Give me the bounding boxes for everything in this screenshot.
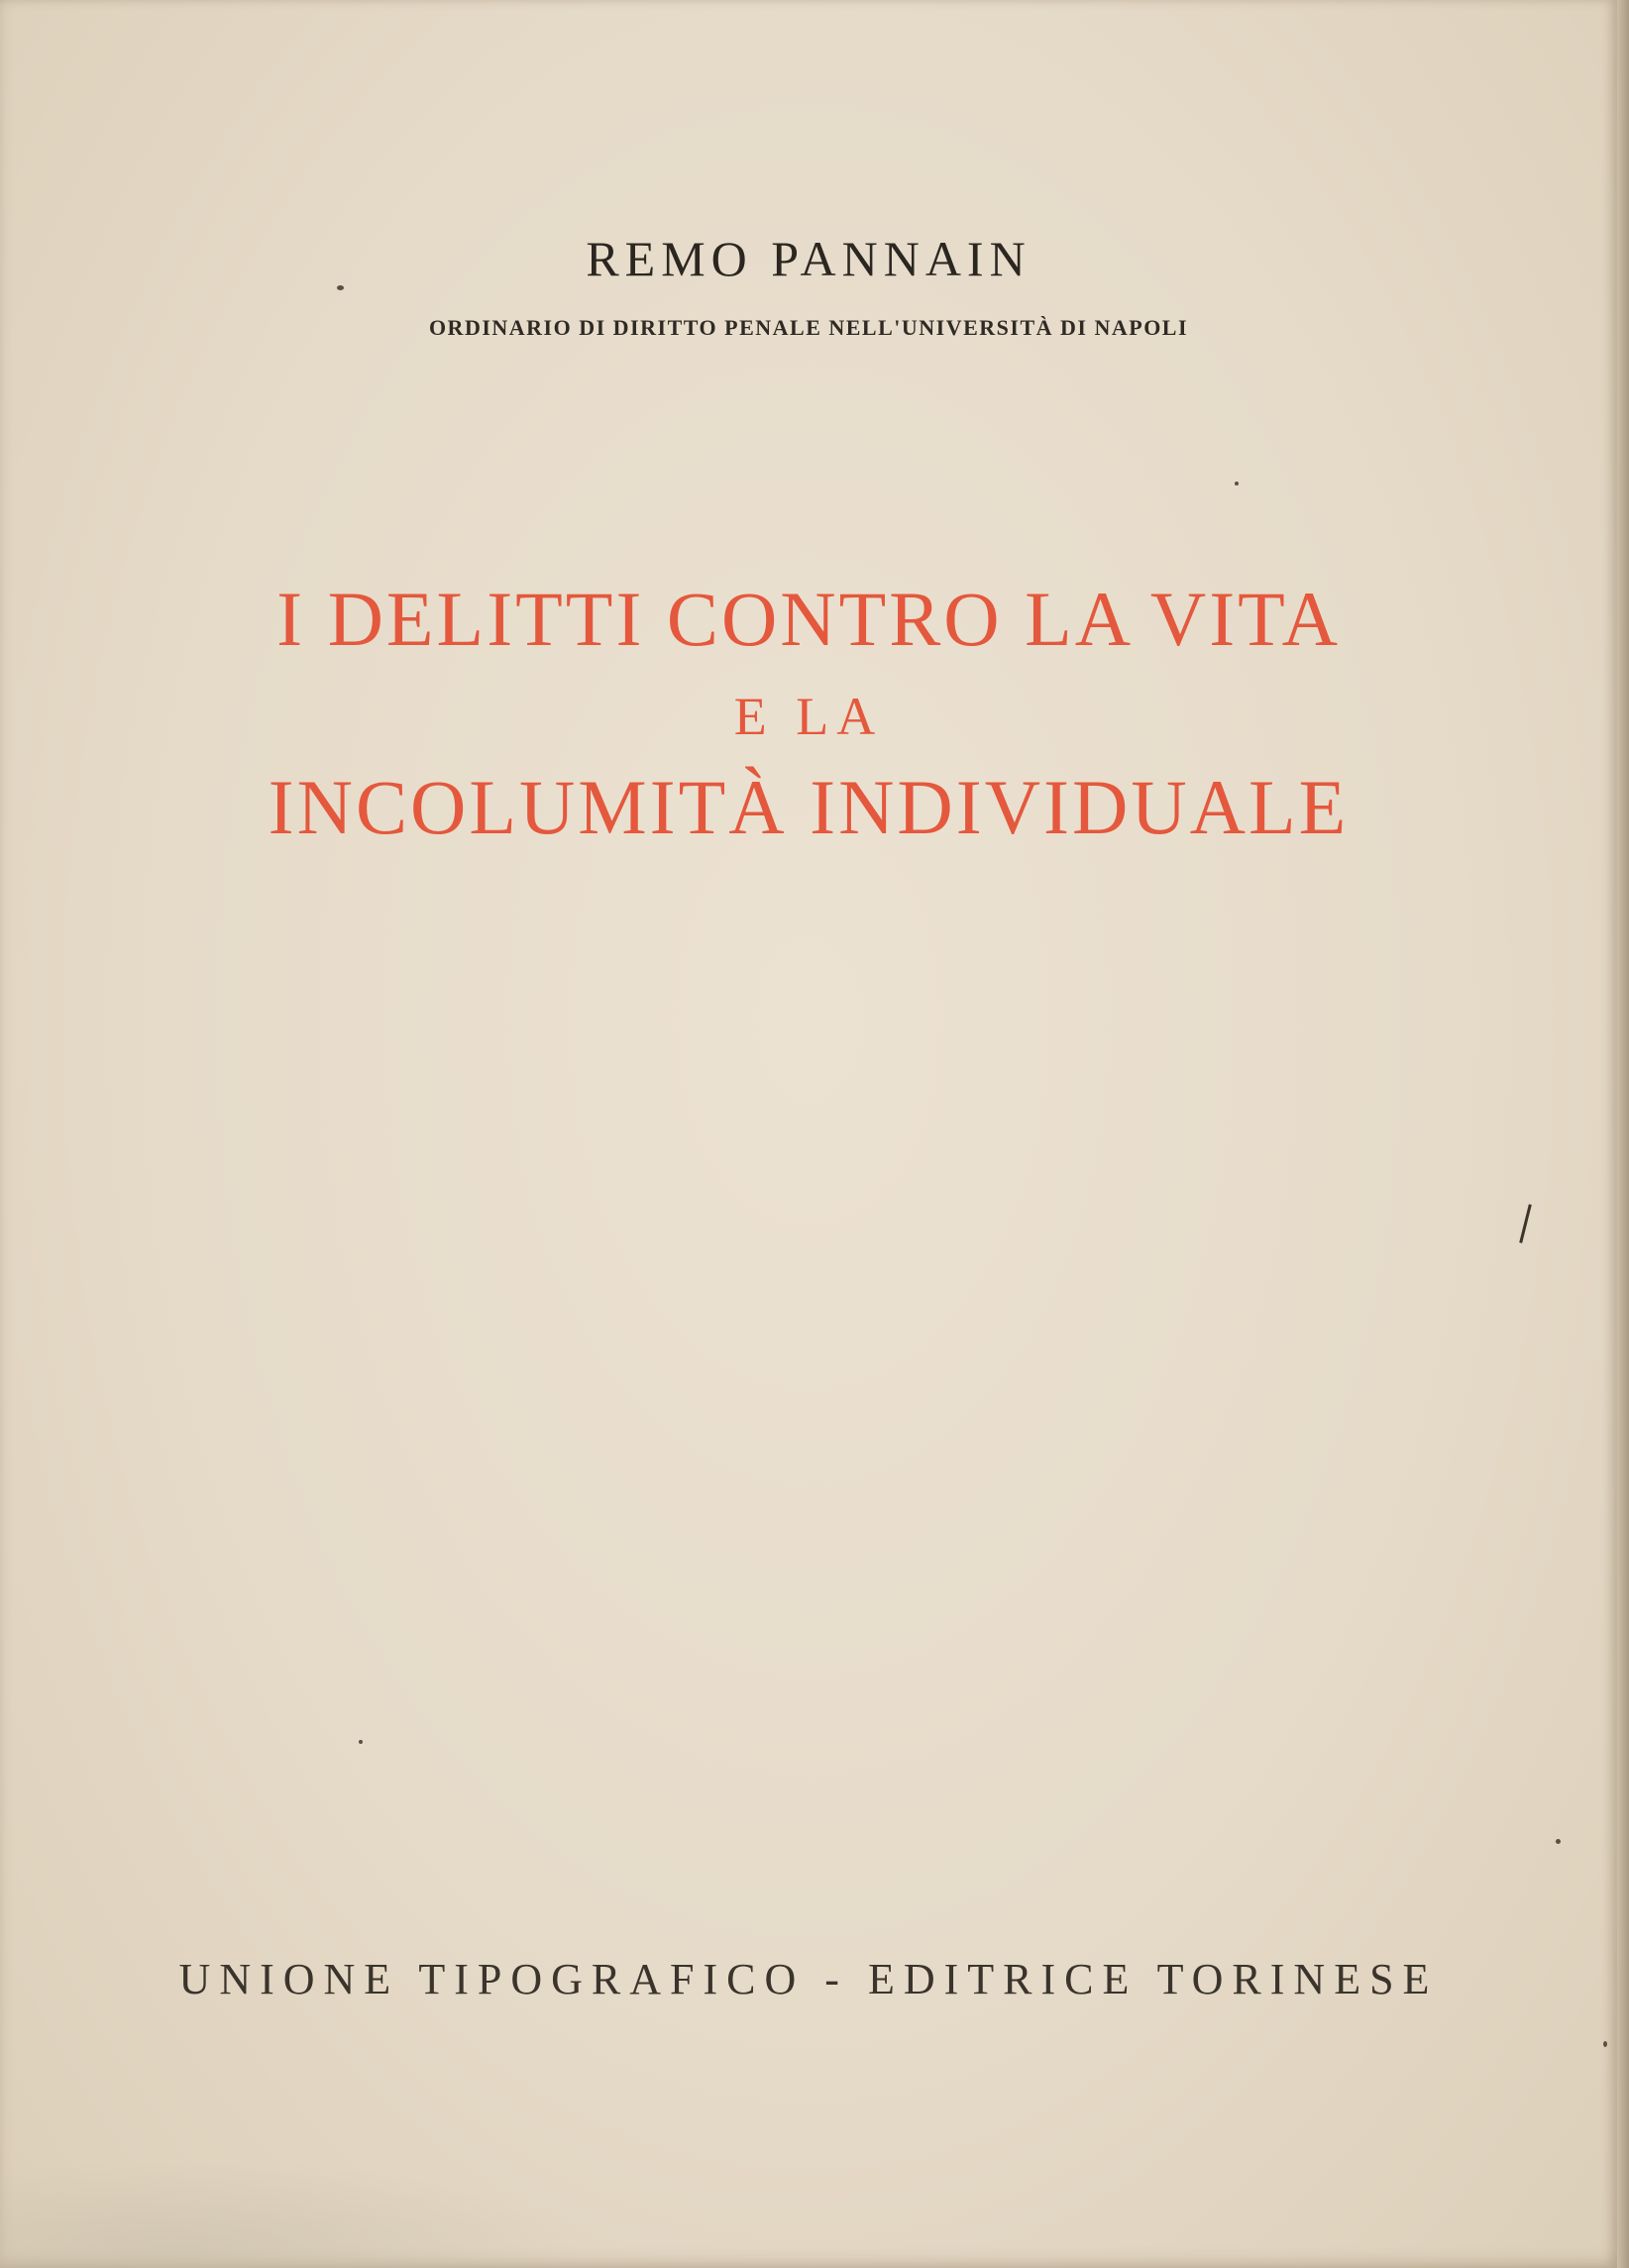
paper-speck: [1235, 482, 1239, 486]
author-affiliation: ORDINARIO DI DIRITTO PENALE NELL'UNIVERSITÀ DI NAPOLI: [428, 315, 1189, 340]
author-name: REMO PANNAIN: [586, 231, 1032, 286]
paper-speck: [1603, 2041, 1607, 2047]
paper-scratch: [1519, 1204, 1532, 1243]
paper-speck: [1556, 1839, 1561, 1844]
title-line-1: I DELITTI CONTRO LA VITA: [276, 576, 1341, 662]
title-line-2: E LA: [733, 687, 884, 746]
paper-speck: [359, 1740, 363, 1744]
title-line-3: INCOLUMITÀ INDIVIDUALE: [268, 764, 1350, 850]
cover-edge: [1617, 0, 1629, 2268]
paper-stain: [0, 2160, 595, 2268]
publisher-name: UNIONE TIPOGRAFICO - EDITRICE TORINESE: [178, 1955, 1439, 2003]
paper-speck: [337, 285, 344, 290]
